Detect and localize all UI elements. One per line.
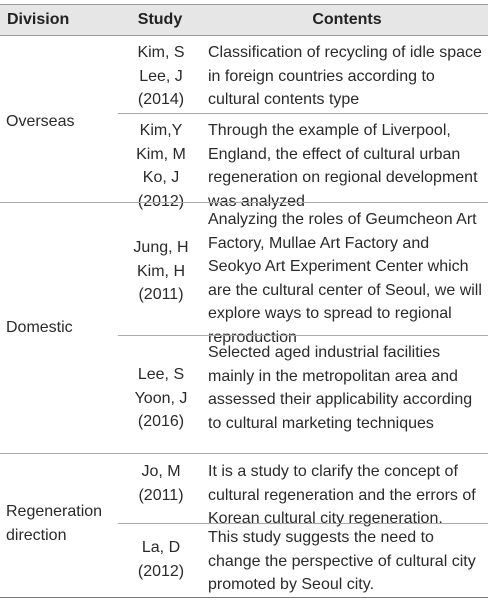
row-divider — [118, 335, 488, 336]
study-cell: Lee, S Yoon, J (2016) — [134, 366, 188, 430]
group-divider — [0, 453, 488, 454]
table-header — [0, 4, 488, 36]
contents-cell: Selected aged industrial facilities mainly in the metropolitan area and assessed their applicability according to cultural marketing techniques — [208, 344, 473, 432]
study-cell: Jung, H Kim, H (2011) — [133, 239, 189, 303]
study-cell: La, D (2012) — [137, 539, 185, 580]
contents-cell: Classification of recycling of idle space in foreign countries according to cultural contents type — [208, 44, 482, 108]
header-contents: Contents — [312, 11, 382, 28]
study-cell: Kim,Y Kim, M Ko, J (2012) — [136, 122, 186, 210]
contents-cell: It is a study to clarify the concept of cultural regeneration and the errors of Korean cultural city regeneration. — [208, 463, 476, 527]
contents-cell: This study suggests the need to change the perspective of cultural city promoted by Seoul city. — [208, 529, 476, 593]
row-divider — [118, 523, 488, 524]
division-regeneration: Regeneration direction — [6, 503, 103, 544]
contents-cell: Through the example of Liverpool, England, the effect of cultural urban regeneration on regional development was analyzed — [208, 122, 478, 210]
group-divider — [0, 202, 488, 203]
header-division: Division — [7, 11, 70, 28]
study-cell: Jo, M (2011) — [138, 463, 184, 504]
table-bottom-rule — [0, 597, 488, 598]
division-overseas: Overseas — [6, 113, 75, 130]
contents-cell: Analyzing the roles of Geumcheon Art Factory, Mullae Art Factory and Seokyo Art Experiment Center which are the cultural center of Seoul, we will explore ways to spread to regional reproduction — [208, 211, 482, 346]
row-divider — [118, 113, 488, 114]
header-study: Study — [137, 11, 183, 28]
division-domestic: Domestic — [6, 319, 73, 336]
study-cell: Kim, S Lee, J (2014) — [137, 44, 185, 108]
